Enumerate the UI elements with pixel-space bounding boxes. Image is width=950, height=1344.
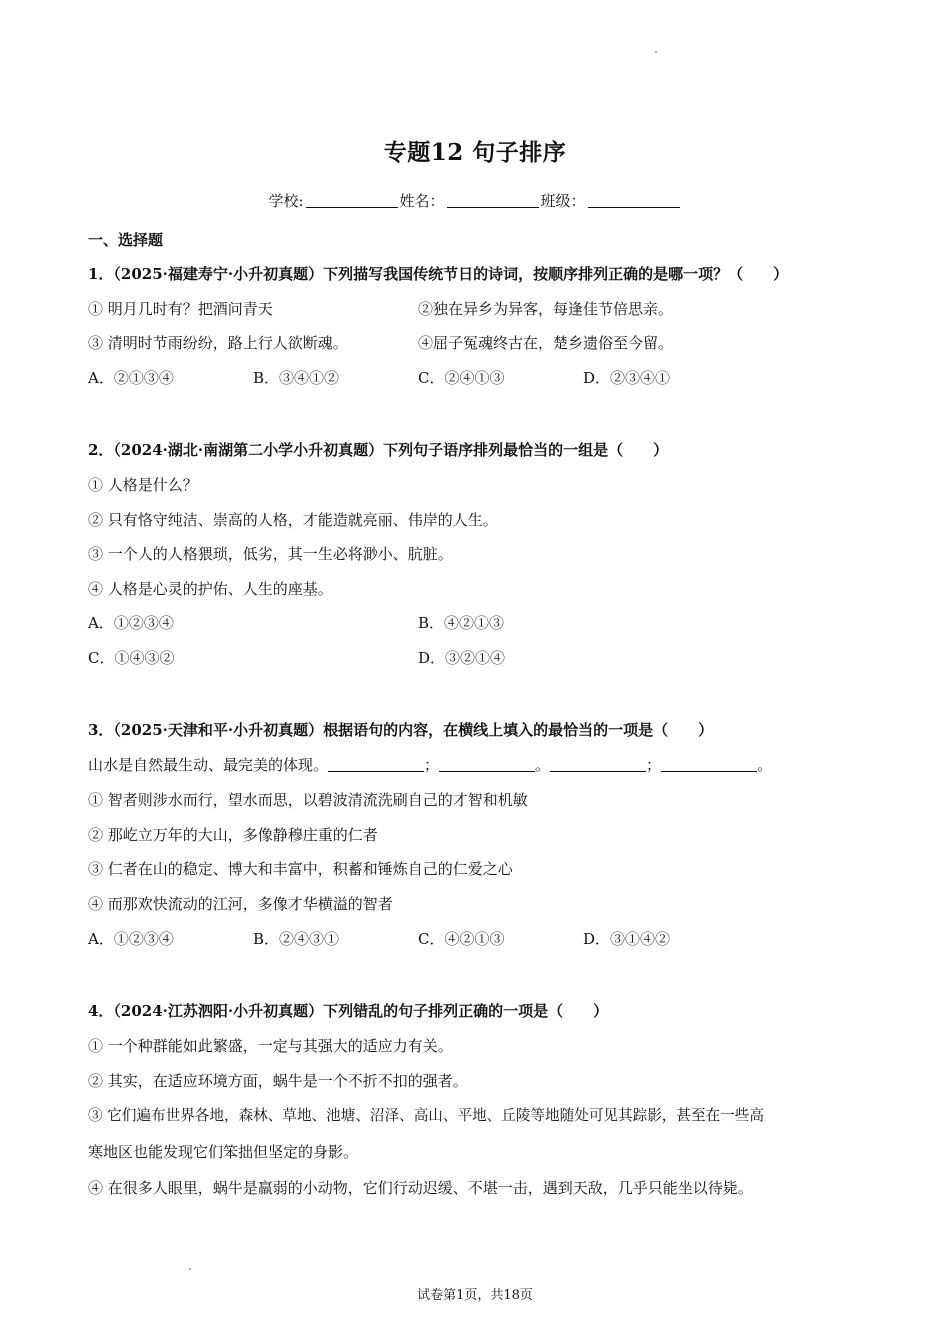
name-blank[interactable]: [447, 193, 539, 208]
q2-option-c[interactable]: C．①④③②: [88, 649, 175, 667]
q4-item-2: ② 其实，在适应环境方面，蜗牛是一个不折不扣的强者。: [88, 1072, 468, 1090]
q3-sep-4: 。: [757, 756, 773, 774]
class-label: 班级：: [540, 192, 586, 210]
corner-dot-top: [655, 51, 657, 53]
question-3-stem: 3．（2025·天津和平·小升初真题）根据语句的内容，在横线上填入的最恰当的一项是（ ）: [88, 721, 714, 739]
q3-blank-3[interactable]: [550, 757, 646, 772]
q3-option-c[interactable]: C．④②①③: [418, 930, 505, 948]
q3-blank-1[interactable]: [328, 757, 424, 772]
q3-sep-3: ；: [646, 756, 662, 774]
q3-fill-sentence: [88, 754, 772, 775]
q3-option-d[interactable]: D．③①④②: [583, 930, 671, 948]
q4-item-1: ① 一个种群能如此繁盛，一定与其强大的适应力有关。: [88, 1037, 453, 1055]
q1-option-a[interactable]: A．②①③④: [88, 369, 174, 387]
section-heading: 一、选择题: [88, 231, 164, 249]
q3-option-b[interactable]: B．②④③①: [253, 930, 340, 948]
q1-item-2: ②独在异乡为异客，每逢佳节倍思亲。: [418, 300, 674, 318]
q3-fill-prefix: 山水是自然最生动、最完美的体现。: [88, 756, 329, 774]
q1-item-4: ④屈子冤魂终古在，楚乡遗俗至今留。: [418, 334, 674, 352]
name-label: 姓名：: [399, 192, 445, 210]
q1-item-3: ③ 清明时节雨纷纷，路上行人欲断魂。: [88, 334, 348, 352]
page-footer: 试卷第1页，共18页: [417, 1288, 533, 1303]
q3-blank-4[interactable]: [661, 757, 757, 772]
q4-item-4: ④ 在很多人眼里，蜗牛是羸弱的小动物，它们行动迟缓、不堪一击，遇到天敌，几乎只能坐以待毙。: [88, 1179, 753, 1197]
q3-sep-1: ；: [424, 756, 440, 774]
q1-option-b[interactable]: B．③④①②: [253, 369, 340, 387]
student-info-row: [0, 190, 950, 211]
q2-item-1: ① 人格是什么？: [88, 476, 198, 494]
q3-sep-2: 。: [535, 756, 551, 774]
school-label: 学校:: [268, 192, 304, 210]
q4-item-3-cont: 寒地区也能发现它们笨拙但坚定的身影。: [88, 1143, 359, 1161]
q1-option-c[interactable]: C．②④①③: [418, 369, 505, 387]
q1-option-d[interactable]: D．②③④①: [583, 369, 671, 387]
q3-item-4: ④ 而那欢快流动的江河，多像才华横溢的智者: [88, 895, 393, 913]
class-blank[interactable]: [588, 193, 680, 208]
q1-item-1: ① 明月几时有？把酒问青天: [88, 300, 273, 318]
school-blank[interactable]: [306, 193, 398, 208]
q3-blank-2[interactable]: [439, 757, 535, 772]
question-1-stem: 1．（2025·福建寿宁·小升初真题）下列描写我国传统节日的诗词，按顺序排列正确的是哪一项？（ ）: [88, 265, 789, 283]
question-2-stem: 2．（2024·湖北·南湖第二小学小升初真题）下列句子语序排列最恰当的一组是（ ）: [88, 441, 669, 459]
q3-item-2: ② 那屹立万年的大山，多像静穆庄重的仁者: [88, 826, 378, 844]
q2-item-2: ② 只有恪守纯洁、崇高的人格，才能造就亮丽、伟岸的人生。: [88, 511, 498, 529]
q2-item-3: ③ 一个人的人格猥琐，低劣，其一生必将渺小、肮脏。: [88, 545, 453, 563]
q2-option-d[interactable]: D．③②①④: [418, 649, 506, 667]
q3-item-1: ① 智者则涉水而行，望水而思，以碧波清流洗刷自己的才智和机敏: [88, 791, 528, 809]
corner-dot-bottom: [189, 1268, 191, 1270]
q3-item-3: ③ 仁者在山的稳定、博大和丰富中，积蓄和锤炼自己的仁爱之心: [88, 860, 513, 878]
question-4-stem: 4．（2024·江苏泗阳·小升初真题）下列错乱的句子排列正确的一项是（ ）: [88, 1002, 609, 1020]
q4-item-3: ③ 它们遍布世界各地，森林、草地、池塘、沼泽、高山、平地、丘陵等地随处可见其踪影，甚至在一些高: [88, 1107, 764, 1124]
page-title: 专题12 句子排序: [383, 139, 567, 166]
q3-option-a[interactable]: A．①②③④: [88, 930, 174, 948]
q2-option-a[interactable]: A．①②③④: [88, 614, 174, 632]
q2-item-4: ④ 人格是心灵的护佑、人生的座基。: [88, 580, 333, 598]
q2-option-b[interactable]: B．④②①③: [418, 614, 505, 632]
